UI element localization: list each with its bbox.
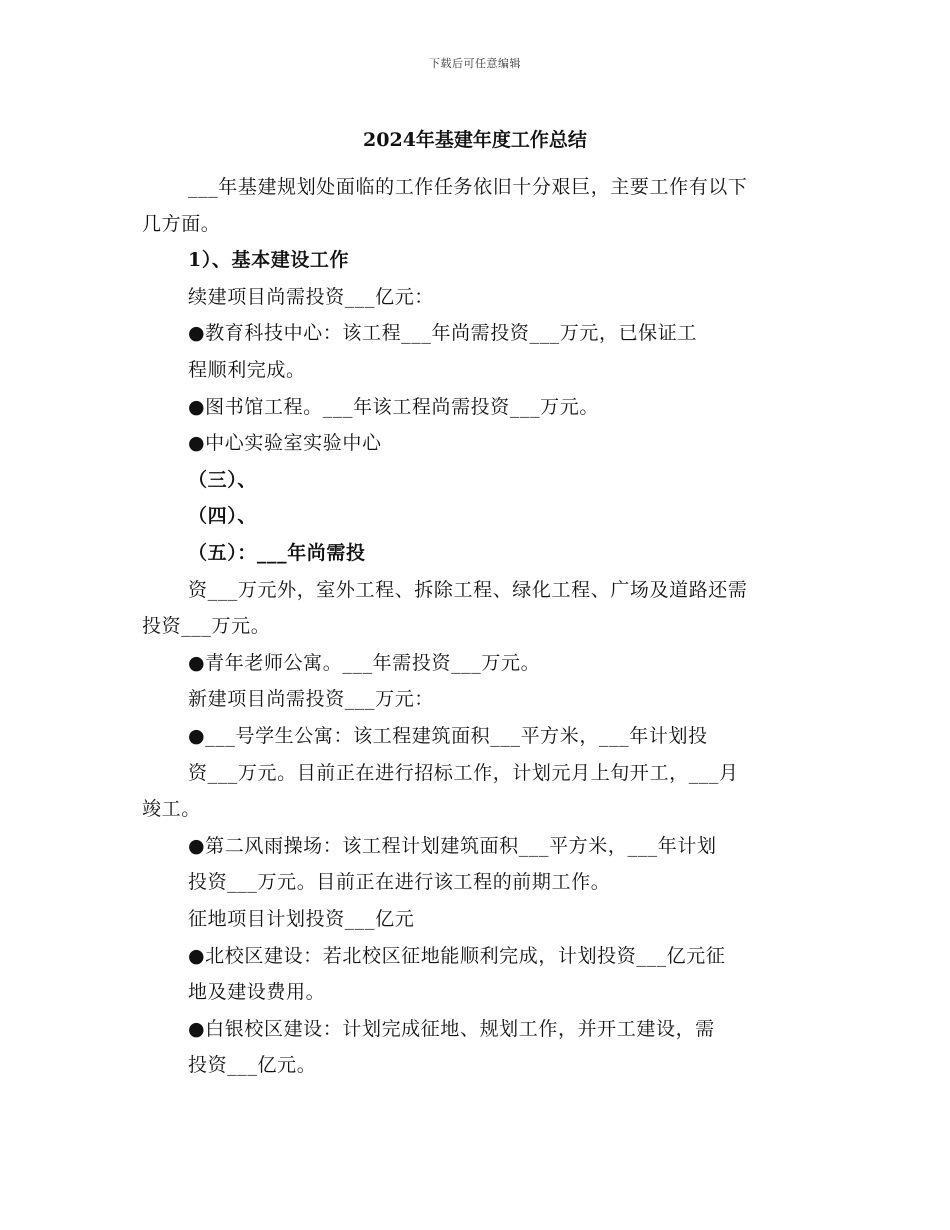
- paragraph-line: 资___万元外，室外工程、拆除工程、绿化工程、广场及道路还需: [188, 578, 748, 601]
- section-heading: （四）、: [188, 505, 257, 528]
- bullet-item: ●教育科技中心：该工程___年尚需投资___万元，已保证工: [188, 322, 697, 345]
- section-heading: 1）、基本建设工作: [188, 249, 350, 272]
- bullet-item: ●青年老师公寓。___年需投资___万元。: [188, 651, 541, 674]
- paragraph-line: 地及建设费用。: [188, 981, 326, 1004]
- page-header: 下载后可任意编辑: [429, 57, 521, 70]
- paragraph-line: 程顺利完成。: [188, 359, 306, 381]
- paragraph-line: 征地项目计划投资___亿元: [188, 908, 415, 930]
- paragraph-line: 续建项目尚需投资___亿元：: [188, 285, 434, 308]
- bullet-item: ●白银校区建设：计划完成征地、规划工作，并开工建设，需: [188, 1017, 715, 1040]
- document-title: 2024年基建年度工作总结: [363, 129, 587, 151]
- paragraph-line: 新建项目尚需投资___万元：: [188, 688, 434, 711]
- bullet-item: ●中心实验室实验中心: [188, 432, 382, 455]
- bullet-item: ●第二风雨操场：该工程计划建筑面积___平方米，___年计划: [188, 834, 717, 857]
- section-heading: （五）：___年尚需投: [188, 542, 366, 564]
- bullet-item: ●图书馆工程。___年该工程尚需投资___万元。: [188, 395, 599, 418]
- paragraph-line: 几方面。: [142, 212, 221, 235]
- paragraph-line: 竣工。: [142, 798, 201, 821]
- section-heading: （三）、: [188, 468, 257, 491]
- bullet-item: ●___号学生公寓：该工程建筑面积___平方米，___年计划投: [188, 725, 708, 747]
- paragraph-line: 投资___万元。: [142, 615, 271, 638]
- paragraph-line: 投资___万元。目前正在进行该工程的前期工作。: [188, 871, 611, 894]
- paragraph-line: ___年基建规划处面临的工作任务依旧十分艰巨，主要工作有以下: [188, 176, 748, 198]
- paragraph-line: 资___万元。目前正在进行招标工作，计划元月上旬开工，___月: [188, 761, 739, 784]
- bullet-item: ●北校区建设：若北校区征地能顺利完成，计划投资___亿元征: [188, 944, 726, 967]
- paragraph-line: 投资___亿元。: [188, 1054, 317, 1077]
